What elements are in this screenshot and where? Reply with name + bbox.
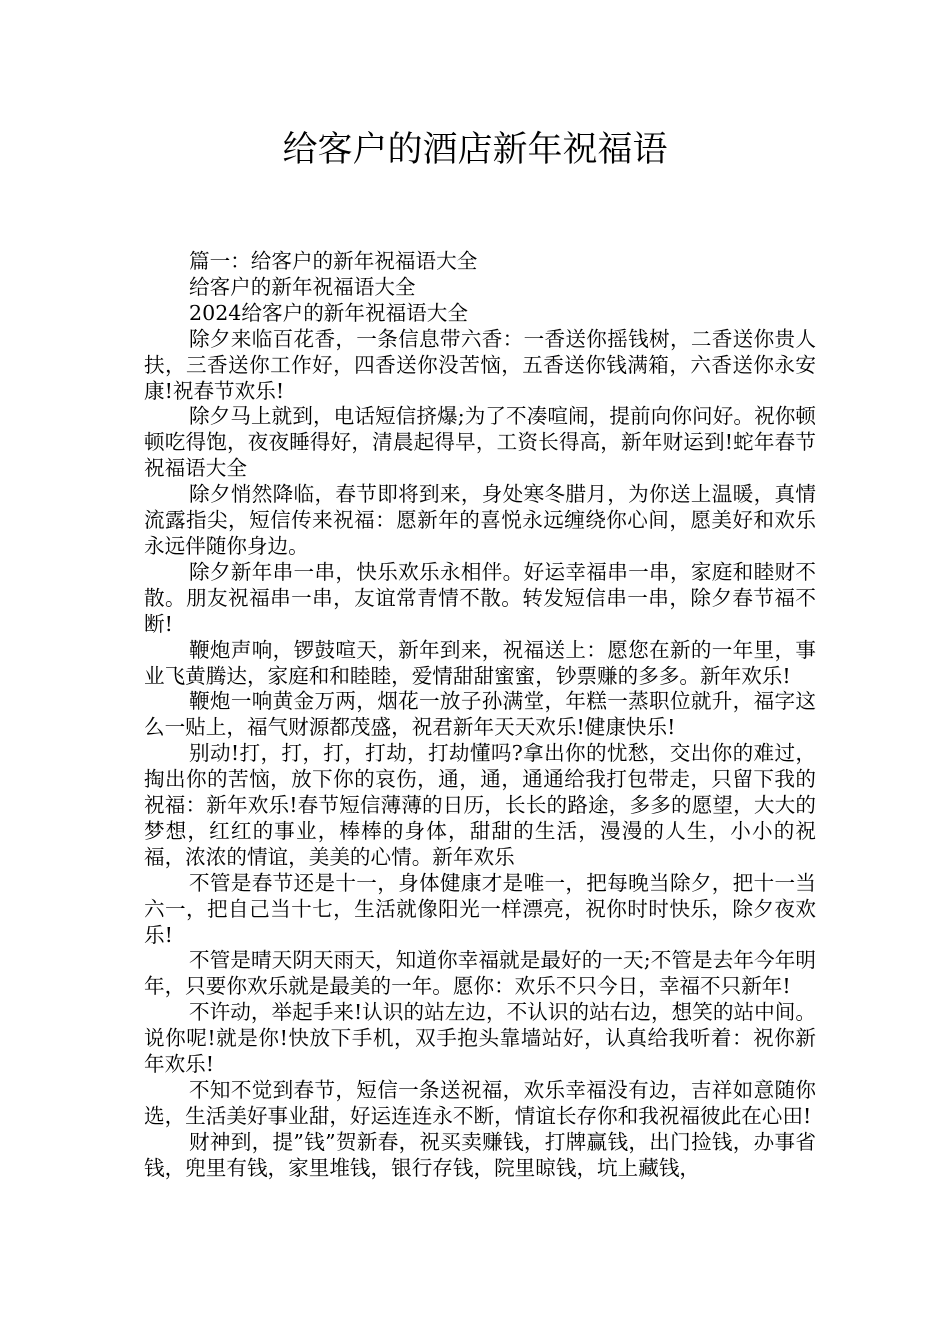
paragraph: 别动!打，打，打，打劫，打劫懂吗?拿出你的忧愁，交出你的难过，掏出你的苦恼，放下你的哀伤，通，通，通通给我打包带走，只留下我的祝福：新年欢乐!春节短信薄薄的日历，长长的路途，多多的愿望，大大的梦想，红红的事业，棒棒的身体，甜甜的生活，漫漫的人生，小小的祝福，浓浓的情谊，美美的心情。新年欢乐 [144,741,816,869]
paragraph: 篇一：给客户的新年祝福语大全 [189,249,478,273]
paragraph: 财神到，提”钱”贺新春，祝买卖赚钱，打牌赢钱，出门捡钱，办事省钱，兜里有钱，家里堆钱，银行存钱，院里晾钱，坑上藏钱， [144,1129,816,1180]
paragraph: 除夕悄然降临，春节即将到来，身处寒冬腊月，为你送上温暖，真情流露指尖，短信传来祝福：愿新年的喜悦永远缠绕你心间，愿美好和欢乐永远伴随你身边。 [144,482,816,558]
paragraph: 除夕来临百花香，一条信息带六香：一香送你摇钱树，二香送你贵人扶，三香送你工作好，四香送你没苦恼，五香送你钱满箱，六香送你永安康!祝春节欢乐! [144,326,816,403]
paragraph: 给客户的新年祝福语大全 [189,274,416,299]
paragraph: 除夕新年串一串，快乐欢乐永相伴。好运幸福串一串，家庭和睦财不散。朋友祝福串一串，友谊常青情不散。转发短信串一串，除夕春节福不断! [144,559,816,636]
document-title: 给客户的酒店新年祝福语 [282,130,668,170]
paragraph: 鞭炮一响黄金万两，烟花一放子孙满堂，年糕一蒸职位就升，福字这么一贴上，福气财源都茂盛，祝君新年天天欢乐!健康快乐! [144,689,816,740]
paragraph: 不许动，举起手来!认识的站左边，不认识的站右边，想笑的站中间。说你呢!就是你!快放下手机，双手抱头靠墙站好，认真给我听着：祝你新年欢乐! [144,1000,816,1077]
paragraph: 不知不觉到春节，短信一条送祝福，欢乐幸福没有边，吉祥如意随你选，生活美好事业甜，好运连连永不断，情谊长存你和我祝福彼此在心田! [144,1078,816,1128]
paragraph: 不管是晴天阴天雨天，知道你幸福就是最好的一天;不管是去年今年明年，只要你欢乐就是最美的一年。愿你：欢乐不只今日，幸福不只新年! [144,948,816,999]
paragraph: 鞭炮声响，锣鼓喧天，新年到来，祝福送上：愿您在新的一年里，事业飞黄腾达，家庭和和睦睦，爱情甜甜蜜蜜，钞票赚的多多。新年欢乐! [144,637,816,688]
document-body [144,249,816,1182]
paragraph: 除夕马上就到，电话短信挤爆;为了不凑喧闹，提前向你问好。祝你顿顿吃得饱，夜夜睡得好，清晨起得早，工资长得高，新年财运到!蛇年春节祝福语大全 [144,404,816,481]
paragraph: 2024给客户的新年祝福语大全 [189,300,468,325]
paragraph: 不管是春节还是十一，身体健康才是唯一，把每晚当除夕，把十一当六一，把自己当十七，生活就像阳光一样漂亮，祝你时时快乐，除夕夜欢乐! [144,870,816,947]
